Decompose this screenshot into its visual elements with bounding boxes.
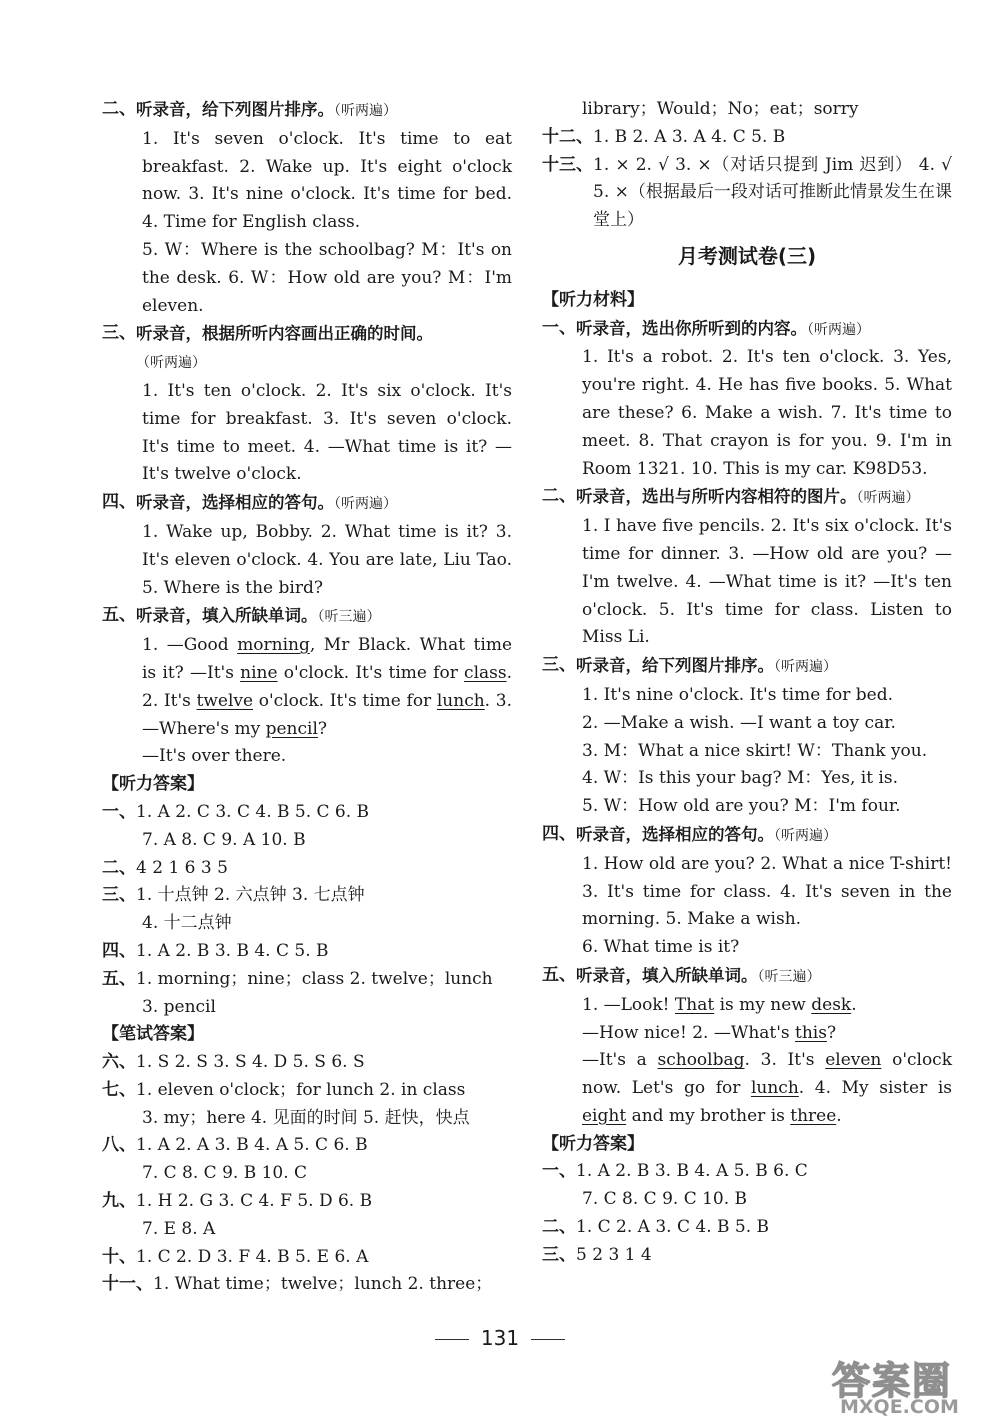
material-5-line-2: —How nice! 2. —What's this? xyxy=(582,1022,837,1043)
page-number: 131 xyxy=(0,1326,1000,1350)
answer-row: 一、 1. A 2. B 3. B 4. A 5. B 6. C xyxy=(542,1161,808,1182)
material-3-line: 2. —Make a wish. —I want a toy car. xyxy=(582,712,896,733)
material-5-heading: 五、 听录音，填入所缺单词。（听三遍） xyxy=(542,964,821,985)
watermark-logo xyxy=(832,1350,992,1420)
answer-row-cont: 7. C 8. C 9. C 10. B xyxy=(582,1189,748,1210)
page-dash-right xyxy=(531,1339,565,1340)
blank-answer: lunch xyxy=(436,690,485,711)
material-3-heading: 三、 听录音，给下列图片排序。（听两遍） xyxy=(542,655,837,676)
answer-row-cont: 3. my；here 4. 见面的时间 5. 赶快，快点 xyxy=(142,1107,470,1128)
material-5-line-1: 1. —Look! That is my new desk. xyxy=(582,994,857,1015)
answer-row-cont: 7. C 8. C 9. B 10. C xyxy=(142,1163,308,1184)
answer-row: 九、 1. H 2. G 3. C 4. F 5. D 6. B xyxy=(102,1191,373,1212)
listening-materials-heading: 【听力材料】 xyxy=(542,289,644,310)
listening-answers-heading: 【听力答案】 xyxy=(102,774,204,795)
answer-row: 十、 1. C 2. D 3. F 4. B 5. E 6. A xyxy=(102,1246,369,1267)
blank-answer: schoolbag xyxy=(657,1050,745,1071)
blank-answer: class xyxy=(464,662,507,683)
section-2-text: 1. It's seven o'clock. It's time to eat breakfast. 2. Wake up. It's eight o'clock now. 3. It's nine o'clock. It's time for bed. 4. Time for English class. xyxy=(142,128,512,233)
material-3-line: 4. W：Is this your bag? M：Yes, it is. xyxy=(582,768,899,789)
material-4-text-2: 6. What time is it? xyxy=(582,937,740,958)
answer-row: 三、 5 2 3 1 4 xyxy=(542,1244,652,1265)
material-5-line-3: —It's a schoolbag. 3. It's eleven o'clock now. Let's go for lunch. 4. My sister is eight and my brother is three. xyxy=(582,1050,953,1126)
blank-answer: desk xyxy=(811,994,852,1015)
listening-answers-heading-2: 【听力答案】 xyxy=(542,1133,644,1154)
written-answers-heading: 【笔试答案】 xyxy=(102,1024,204,1045)
answer-row: 二、 4 2 1 6 3 5 xyxy=(102,857,228,878)
answer-row: 八、 1. A 2. A 3. B 4. A 5. C 6. B xyxy=(102,1135,368,1156)
section-3-text: 1. It's ten o'clock. 2. It's six o'clock. It's time for breakfast. 3. It's seven o'clock. It's time to meet. 4. —What time is it? —It's twelve o'clock. xyxy=(142,380,512,485)
blank-answer: this xyxy=(795,1022,827,1043)
section-5-heading: 五、 听录音，填入所缺单词。（听三遍） xyxy=(102,605,381,626)
page-dash-left xyxy=(435,1339,469,1340)
blank-answer: pencil xyxy=(265,718,318,739)
blank-answer: eight xyxy=(582,1105,627,1126)
section-2-heading: 二、 听录音，给下列图片排序。（听两遍） xyxy=(102,99,397,119)
answer-row-cont: library；Would；No；eat；sorry xyxy=(582,99,859,119)
blank-answer: eleven xyxy=(825,1050,882,1071)
watermark-chars: 答案圈 xyxy=(832,1359,953,1403)
material-2-heading: 二、 听录音，选出与所听内容相符的图片。（听两遍） xyxy=(542,486,920,507)
section-2-text-2: 5. W：Where is the schoolbag? M：It's on the desk. 6. W：How old are you? M：I'm eleven. xyxy=(142,239,512,316)
material-2-text: 1. I have five pencils. 2. It's six o'clock. It's time for dinner. 3. —How old are you? —I'm twelve. 4. —What time is it? —It's ten o'clock. 5. It's time for class. Listen to Miss Li. xyxy=(582,516,952,648)
blank-answer: morning xyxy=(237,635,310,656)
answer-row: 十一、 1. What time；twelve；lunch 2. three； xyxy=(102,1274,493,1295)
answer-row: 五、 1. morning；nine；class 2. twelve；lunch xyxy=(102,968,493,989)
section-5-text: 1. —Good morning, Mr Black. What time is it? —It's nine o'clock. It's time for class. 2. It's twelve o'clock. It's time for lunch. 3. —Where's my pencil? xyxy=(142,635,512,739)
material-1-heading: 一、 听录音，选出你所听到的内容。（听两遍） xyxy=(542,317,870,338)
section-4-heading: 四、 听录音，选择相应的答句。（听两遍） xyxy=(102,492,397,513)
section-3-heading: 三、 听录音，根据所听内容画出正确的时间。 （听两遍） xyxy=(102,323,433,372)
blank-answer: lunch xyxy=(750,1078,799,1099)
answer-row: 二、 1. C 2. A 3. C 4. B 5. B xyxy=(542,1217,770,1238)
section-4-text: 1. Wake up, Bobby. 2. What time is it? 3. It's eleven o'clock. 4. You are late, Liu Tao. 5. Where is the bird? xyxy=(142,521,512,598)
section-5-text-2: —It's over there. xyxy=(142,746,287,767)
answer-row: 十二、 1. B 2. A 3. A 4. C 5. B xyxy=(542,126,786,147)
answer-row: 十三、 1. × 2. √ 3. ×（对话只提到 Jim 迟到） 4. √ 5. ×（根据最后一段对话可推断此情景发生在课堂上） xyxy=(542,154,952,231)
blank-answer: twelve xyxy=(196,690,254,711)
answer-row: 四、 1. A 2. B 3. B 4. C 5. B xyxy=(102,940,329,961)
test-title: 月考测试卷(三) xyxy=(677,243,817,268)
material-3-line: 5. W：How old are you? M：I'm four. xyxy=(582,796,901,817)
material-4-heading: 四、 听录音，选择相应的答句。（听两遍） xyxy=(542,823,837,844)
answer-row: 一、 1. A 2. C 3. C 4. B 5. C 6. B xyxy=(102,801,370,822)
answer-row-cont: 4. 十二点钟 xyxy=(142,913,232,934)
answer-row-cont: 7. E 8. A xyxy=(142,1218,216,1239)
blank-answer: three xyxy=(790,1105,837,1126)
watermark-url: MXQE.COM xyxy=(840,1396,959,1418)
material-3-line: 3. M：What a nice skirt! W：Thank you. xyxy=(582,740,928,761)
blank-answer: That xyxy=(674,994,715,1015)
left-column xyxy=(102,96,512,1299)
answer-row: 七、 1. eleven o'clock；for lunch 2. in class xyxy=(102,1079,466,1100)
material-3-line: 1. It's nine o'clock. It's time for bed. xyxy=(582,684,893,705)
right-column xyxy=(542,96,952,1270)
blank-answer: nine xyxy=(240,662,278,683)
answer-row: 三、 1. 十点钟 2. 六点钟 3. 七点钟 xyxy=(102,885,365,906)
material-4-text: 1. How old are you? 2. What a nice T-shirt! 3. It's time for class. 4. It's seven in the morning. 5. Make a wish. xyxy=(582,853,952,930)
answer-row: 六、 1. S 2. S 3. S 4. D 5. S 6. S xyxy=(102,1052,365,1073)
material-1-text: 1. It's a robot. 2. It's ten o'clock. 3. Yes, you're right. 4. He has five books. 5. What are these? 6. Make a wish. 7. It's time to meet. 8. That crayon is for you. 9. I'm in Room 1321. 10. This is my car. K98D53. xyxy=(582,347,952,479)
answer-row-cont: 3. pencil xyxy=(142,996,216,1017)
answer-row-cont: 7. A 8. C 9. A 10. B xyxy=(142,829,306,850)
